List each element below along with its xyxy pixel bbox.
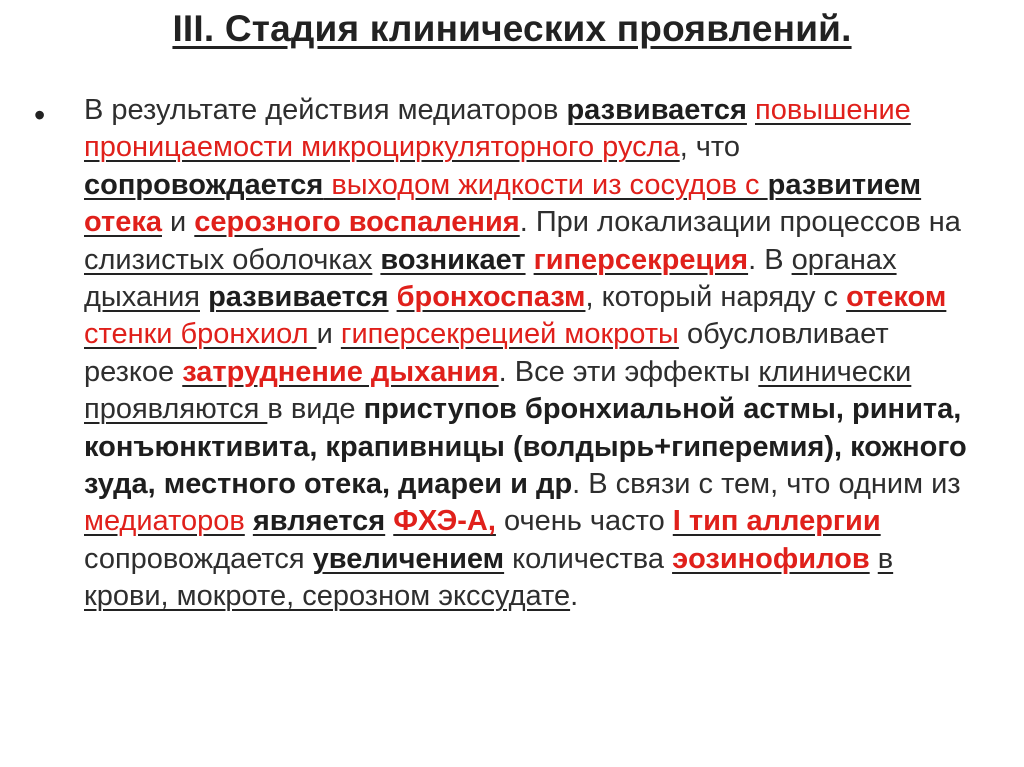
text-segment: стенки бронхиол [84,318,317,351]
text-segment [870,543,878,575]
text-segment: и [316,318,341,351]
text-segment: развивается [566,94,747,126]
text-segment: обусловливает резкое [84,318,889,388]
text-segment: выходом жидкости из сосудов с [323,168,768,201]
text-segment: . [570,580,579,613]
text-segment: сопровождается [84,542,313,575]
text-segment: количества [504,542,673,575]
text-segment: . Все эти эффекты [498,355,759,388]
text-segment: является [252,505,386,538]
text-segment: в виде [267,393,364,426]
text-segment: очень часто [495,505,673,538]
text-segment: . В [748,243,792,276]
text-segment [389,281,397,313]
bullet-marker: • [34,97,46,133]
text-segment: и [161,206,195,239]
text-segment [747,94,755,126]
bullet-paragraph [84,92,984,616]
text-segment: медиаторов [84,505,245,538]
text-segment: сопровождается [84,168,324,201]
text-segment: I тип аллергии [672,505,881,538]
text-segment: клинически проявляются [84,355,912,426]
text-segment: увеличением [312,542,505,575]
text-segment: эозинофилов [672,542,870,575]
text-segment: затруднение дыхания [182,355,499,388]
text-segment: возникает [380,243,526,276]
text-segment [245,505,253,537]
text-segment: развитием [767,168,922,201]
text-segment: гиперсекреция [533,243,749,276]
slide-title: III. Стадия клинических проявлений. [172,8,852,49]
text-segment: отеком [846,281,947,314]
text-segment: ФХЭ-А, [393,505,496,538]
text-segment: повышение проницаемости микроциркуляторного русла [84,94,911,164]
text-segment [200,281,208,313]
text-segment: органах дыхания [84,243,897,314]
text-segment: . В связи с тем, что одним из [572,468,961,501]
text-segment: . При локализации процессов на [519,206,961,239]
text-segment: развивается [208,281,389,314]
text-segment: в крови, мокроте, серозном экссудате [84,542,894,613]
text-segment: бронхоспазм [396,281,586,314]
text-segment: серозного воспаления [194,206,520,239]
text-segment: , который наряду с [585,281,847,314]
text-segment: , что [679,131,740,164]
text-segment [526,244,534,276]
text-segment: слизистых оболочках [84,243,373,276]
text-segment: В результате действия медиаторов [84,94,567,126]
text-segment: гиперсекрецией мокроты [340,318,679,351]
text-segment: приступов бронхиальной астмы, ринита, конъюнктивита, крапивницы (волдырь+гиперемия), кожного зуда, местного отека, диареи и др [84,393,967,501]
text-segment: отека [84,206,162,239]
